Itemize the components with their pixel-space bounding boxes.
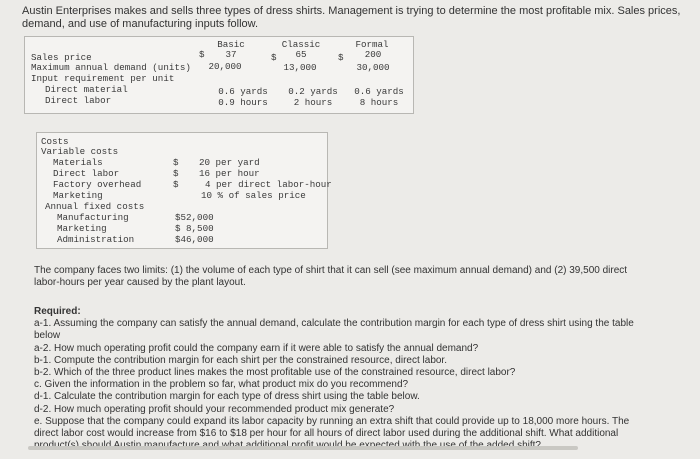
variable-value-direct-labor: 16 per hour [199, 168, 260, 179]
labor-classic: 2 hours [293, 97, 333, 108]
dollar-classic: $ [271, 52, 277, 63]
fixed-value-manufacturing: $52,000 [175, 212, 214, 223]
dollar-formal: $ [338, 52, 344, 63]
variable-value-marketing: 10 % of sales price [201, 190, 306, 201]
fixed-value-marketing: $ 8,500 [175, 223, 214, 234]
required-item: d-1. Calculate the contribution margin for each type of dress shirt using the table below. [34, 391, 420, 403]
dollar-basic: $ [199, 49, 205, 60]
price-classic: 65 [295, 49, 307, 60]
fixed-value-administration: $46,000 [175, 234, 214, 245]
required-section [34, 306, 634, 452]
variable-value-factory-overhead: 4 per direct labor-hour [205, 179, 332, 190]
costs-table [36, 132, 332, 249]
variable-label-materials: Materials [53, 157, 103, 168]
price-basic: 37 [225, 49, 237, 60]
col-header-classic: Classic [281, 39, 321, 50]
demand-formal: 30,000 [356, 62, 390, 73]
required-item: d-2. How much operating profit should your recommended product mix generate? [34, 403, 395, 415]
variable-costs-title: Variable costs [41, 146, 119, 157]
labor-formal: 8 hours [359, 97, 399, 108]
fixed-label-manufacturing: Manufacturing [57, 212, 129, 223]
fixed-label-marketing: Marketing [57, 223, 107, 234]
variable-dollar-factory-overhead: $ [173, 179, 179, 190]
variable-value-materials: 20 per yard [199, 157, 260, 168]
price-formal: 200 [364, 49, 382, 60]
required-item: b-2. Which of the three product lines makes the most profitable use of the constrained resource, direct labor? [34, 367, 516, 379]
row-label-direct-labor: Direct labor [45, 95, 112, 106]
variable-dollar-direct-labor: $ [173, 168, 179, 179]
required-item: e. Suppose that the company could expand its labor capacity by running an extra shift that could provide up to 18,000 more hours. The direct labor cost would increase from $16 to $18 per hour for all hours of direct labor used during the additional shift. What additional [34, 415, 630, 440]
product-table [24, 36, 414, 114]
row-label-sales-price: Sales price [31, 52, 92, 63]
material-basic: 0.6 yards [218, 86, 268, 97]
material-classic: 0.2 yards [288, 86, 338, 97]
row-label-input-req: Input requirement per unit [31, 73, 175, 84]
demand-basic: 20,000 [208, 61, 242, 72]
variable-label-marketing: Marketing [53, 190, 103, 201]
material-formal: 0.6 yards [354, 86, 404, 97]
intro-text: Austin Enterprises makes and sells three types of dress shirts. Management is trying to determine the most profitable mix. Sales prices, demand, and use of manufacturing inputs follow. [22, 5, 681, 30]
required-item: a-1. Assuming the company can satisfy the annual demand, calculate the contribution margin for each type of dress shirt using the table below [34, 318, 634, 342]
row-label-direct-material: Direct material [45, 84, 128, 95]
demand-classic: 13,000 [283, 62, 317, 73]
fixed-costs-title: Annual fixed costs [45, 201, 145, 212]
required-item: c. Given the information in the problem so far, what product mix do you recommend? [34, 379, 409, 391]
labor-basic: 0.9 hours [218, 97, 268, 108]
bottom-divider [28, 446, 578, 450]
variable-label-factory-overhead: Factory overhead [53, 179, 142, 190]
row-label-demand: Maximum annual demand (units) [31, 62, 191, 73]
col-header-formal: Formal [355, 39, 389, 50]
required-item: b-1. Compute the contribution margin for each shirt per the constrained resource, direct labor. [34, 354, 447, 366]
required-item: a-2. How much operating profit could the company earn if it were able to satisfy the annual demand? [34, 342, 479, 354]
variable-label-direct-labor: Direct labor [53, 168, 120, 179]
col-header-basic: Basic [217, 39, 245, 50]
variable-dollar-materials: $ [173, 157, 179, 168]
limits-text: The company faces two limits: (1) the volume of each type of shirt that it can sell (see maximum annual demand) and (2) 39,500 direct labor-hours per year caused by the plant layout. [34, 265, 628, 289]
costs-title: Costs [41, 136, 69, 147]
required-title: Required: [34, 306, 81, 317]
fixed-label-administration: Administration [57, 234, 135, 245]
